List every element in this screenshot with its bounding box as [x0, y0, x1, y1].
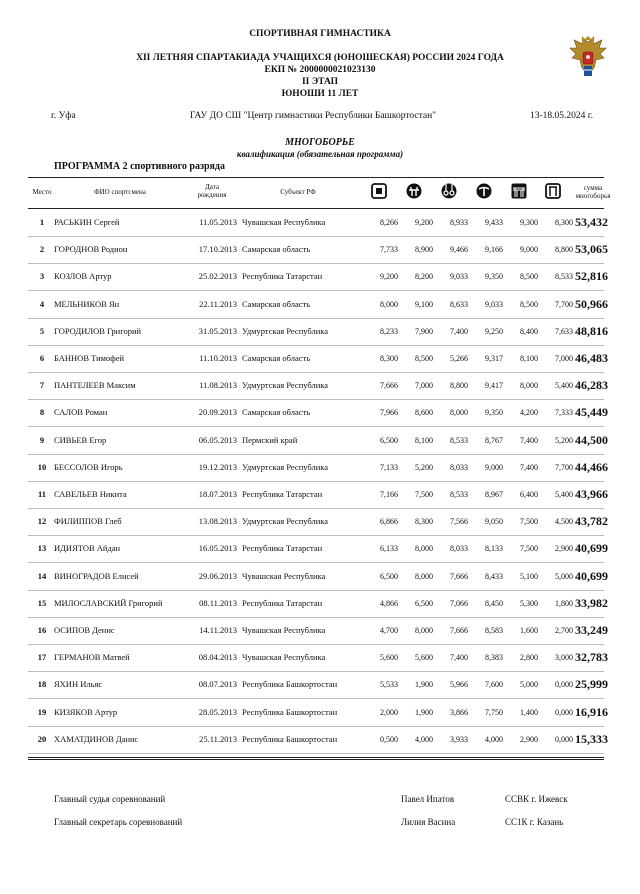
- place-cell: 18: [37, 679, 47, 690]
- apparatus-score-cell: 9,050: [485, 517, 503, 527]
- athlete-name-cell: ГОРОДНОВ Родион: [54, 244, 128, 255]
- apparatus-score-cell: 6,400: [520, 490, 538, 499]
- age-group: ЮНОШИ 11 ЛЕТ: [281, 89, 359, 99]
- apparatus-score-cell: 8,633: [450, 299, 468, 309]
- athlete-name-cell: СИВЬЕВ Егор: [54, 434, 107, 445]
- apparatus-score-cell: 2,700: [555, 626, 573, 635]
- event-subtitle: квалификация (обязательная программа): [236, 149, 404, 159]
- region-cell: Удмуртская Республика: [242, 380, 329, 391]
- all-around-total-cell: 40,699: [575, 541, 608, 556]
- table-bottom-border: [28, 757, 604, 758]
- birth-date-cell: 18.07.2013: [198, 489, 237, 499]
- apparatus-score-cell: 1,900: [415, 707, 433, 717]
- apparatus-score-cell: 9,000: [485, 462, 503, 472]
- apparatus-score-cell: 5,300: [520, 598, 538, 608]
- col-total-header: сумма многоборья: [575, 184, 611, 200]
- apparatus-score-cell: 1,600: [520, 626, 538, 635]
- birth-date-cell: 22.11.2013: [199, 298, 237, 309]
- apparatus-score-cell: 7,000: [555, 354, 573, 363]
- table-row: [28, 700, 608, 727]
- all-around-total-cell: 43,966: [575, 487, 608, 501]
- apparatus-score-cell: 2,900: [555, 544, 573, 554]
- birth-date-cell: 08.07.2013: [198, 679, 237, 690]
- apparatus-score-cell: 1,900: [415, 680, 433, 690]
- apparatus-score-cell: 3,866: [450, 707, 468, 717]
- apparatus-score-cell: 9,350: [485, 408, 503, 418]
- high-bar-icon: [545, 183, 561, 199]
- region-cell: Самарская область: [242, 298, 311, 309]
- chief-judge-label: Главный судья соревнований: [54, 794, 166, 804]
- apparatus-score-cell: 8,383: [485, 653, 503, 663]
- all-around-total-cell: 15,333: [575, 731, 608, 746]
- apparatus-score-cell: 8,433: [485, 571, 503, 581]
- athlete-name-cell: ГОРОДИЛОВ Григорий: [54, 325, 142, 336]
- apparatus-score-cell: 8,300: [380, 354, 398, 363]
- apparatus-score-cell: 8,800: [450, 381, 468, 391]
- apparatus-score-cell: 9,000: [520, 245, 538, 255]
- all-around-total-cell: 44,466: [575, 459, 608, 474]
- apparatus-score-cell: 6,866: [380, 517, 398, 527]
- athlete-name-cell: ВИНОГРАДОВ Елисей: [54, 570, 139, 581]
- apparatus-score-cell: 8,100: [415, 435, 433, 445]
- apparatus-score-cell: 8,100: [520, 354, 538, 363]
- apparatus-score-cell: 9,166: [485, 245, 503, 255]
- birth-date-cell: 20.09.2013: [198, 407, 237, 418]
- athlete-name-cell: ПАНТЕЛЕЕВ Максим: [54, 380, 136, 391]
- region-cell: Пермский край: [242, 434, 298, 445]
- row-divider: [28, 753, 604, 754]
- place-cell: 9: [39, 434, 45, 445]
- birth-date-cell: 11.08.2013: [199, 380, 237, 391]
- apparatus-score-cell: 5,266: [450, 354, 468, 363]
- apparatus-score-cell: 2,000: [380, 707, 398, 717]
- apparatus-score-cell: 8,583: [485, 626, 503, 635]
- apparatus-score-cell: 8,300: [415, 517, 433, 527]
- apparatus-score-cell: 5,400: [555, 381, 573, 391]
- birth-date-cell: 25.02.2013: [198, 271, 237, 282]
- apparatus-score-cell: 2,900: [520, 734, 538, 744]
- apparatus-score-cell: 9,433: [485, 218, 503, 227]
- region-cell: Самарская область: [242, 244, 311, 255]
- birth-date-cell: 25.11.2013: [199, 733, 237, 744]
- apparatus-score-cell: 7,900: [415, 326, 433, 336]
- parallel-bars-icon: [511, 183, 527, 199]
- birth-date-cell: 16.05.2013: [198, 543, 237, 554]
- all-around-total-cell: 46,283: [575, 378, 608, 393]
- athlete-name-cell: МЕЛЬНИКОВ Ян: [54, 298, 120, 309]
- all-around-total-cell: 46,483: [575, 351, 608, 365]
- table-row: [28, 618, 608, 645]
- place-cell: 7: [39, 380, 45, 391]
- table-row: [28, 482, 608, 509]
- table-row: [28, 672, 608, 699]
- apparatus-score-cell: 7,000: [415, 381, 433, 391]
- place-cell: 11: [37, 489, 47, 499]
- apparatus-score-cell: 8,500: [520, 299, 538, 309]
- apparatus-score-cell: 7,733: [380, 245, 398, 255]
- all-around-total-cell: 53,065: [575, 242, 608, 257]
- apparatus-score-cell: 4,500: [555, 517, 573, 527]
- birth-date-cell: 08.04.2013: [198, 652, 237, 663]
- apparatus-score-cell: 8,600: [415, 408, 433, 418]
- col-place-header: Место: [32, 188, 52, 196]
- table-row: [28, 292, 608, 319]
- apparatus-score-cell: 7,066: [450, 598, 468, 608]
- apparatus-score-cell: 7,666: [450, 571, 468, 581]
- table-row: [28, 319, 608, 346]
- all-around-total-cell: 52,816: [575, 269, 608, 284]
- apparatus-score-cell: 4,000: [415, 734, 433, 744]
- col-name-header: ФИО спортсмена: [94, 188, 146, 196]
- apparatus-score-cell: 7,400: [450, 653, 468, 663]
- apparatus-score-cell: 8,233: [380, 326, 398, 336]
- apparatus-score-cell: 9,100: [415, 299, 433, 309]
- chief-judge-category: ССВК г. Ижевск: [505, 794, 568, 804]
- apparatus-score-cell: 9,317: [485, 354, 503, 363]
- apparatus-score-cell: 6,500: [380, 571, 398, 581]
- table-row: [28, 210, 608, 237]
- apparatus-score-cell: 5,000: [555, 571, 573, 581]
- apparatus-score-cell: 8,266: [380, 218, 398, 227]
- venue: ГАУ ДО СШ "Центр гимнастики Республики Башкортостан": [190, 111, 437, 121]
- region-cell: Республика Татарстан: [242, 271, 323, 282]
- apparatus-score-cell: 7,600: [485, 680, 503, 690]
- athlete-name-cell: КОЗЛОВ Артур: [54, 271, 112, 282]
- apparatus-score-cell: 6,500: [380, 435, 398, 445]
- apparatus-score-cell: 7,333: [555, 408, 573, 418]
- athlete-name-cell: БЕССОЛОВ Игорь: [54, 461, 123, 472]
- apparatus-score-cell: 8,000: [380, 299, 398, 309]
- all-around-total-cell: 33,982: [575, 595, 608, 610]
- all-around-total-cell: 32,783: [575, 650, 608, 665]
- apparatus-score-cell: 4,700: [380, 626, 398, 635]
- apparatus-score-cell: 4,866: [380, 598, 398, 608]
- apparatus-score-cell: 8,933: [450, 218, 468, 227]
- ekp-number: ЕКП № 2000000021023130: [264, 65, 376, 75]
- table-row: [28, 346, 608, 373]
- event-title: МНОГОБОРЬЕ: [285, 137, 355, 148]
- athlete-name-cell: ИДИЯТОВ Айдан: [54, 543, 121, 554]
- apparatus-score-cell: 6,500: [415, 598, 433, 608]
- apparatus-score-cell: 7,750: [485, 707, 503, 717]
- region-cell: Самарская область: [242, 407, 311, 418]
- region-cell: Чувашская Республика: [242, 217, 326, 227]
- apparatus-score-cell: 8,000: [415, 544, 433, 554]
- all-around-total-cell: 25,999: [575, 677, 608, 692]
- birth-date-cell: 29.06.2013: [198, 570, 237, 581]
- apparatus-score-cell: 7,400: [450, 326, 468, 336]
- region-cell: Республика Татарстан: [242, 543, 323, 554]
- birth-date-cell: 19.12.2013: [198, 461, 237, 472]
- place-cell: 5: [39, 325, 45, 336]
- all-around-total-cell: 43,782: [575, 514, 608, 529]
- apparatus-score-cell: 8,533: [450, 435, 468, 445]
- region-cell: Удмуртская Республика: [242, 516, 329, 527]
- apparatus-score-cell: 5,400: [555, 490, 573, 499]
- apparatus-score-cell: 7,666: [380, 381, 398, 391]
- chief-secretary-label: Главный секретарь соревнований: [54, 817, 183, 827]
- apparatus-score-cell: 7,700: [555, 462, 573, 472]
- coat-of-arms-icon: [568, 36, 608, 80]
- apparatus-score-cell: 8,900: [415, 245, 433, 255]
- table-row: [28, 727, 608, 754]
- apparatus-score-cell: 8,967: [485, 490, 503, 499]
- apparatus-score-cell: 7,500: [520, 517, 538, 527]
- apparatus-score-cell: 7,966: [380, 408, 398, 418]
- apparatus-score-cell: 4,000: [485, 734, 503, 744]
- place-cell: 6: [39, 353, 45, 363]
- apparatus-score-cell: 7,400: [520, 462, 538, 472]
- place-cell: 3: [39, 271, 45, 282]
- apparatus-score-cell: 8,000: [520, 381, 538, 391]
- birth-date-cell: 08.11.2013: [199, 597, 237, 608]
- birth-date-cell: 06.05.2013: [198, 434, 237, 445]
- region-cell: Самарская область: [242, 353, 311, 363]
- place-cell: 8: [39, 407, 45, 418]
- chief-judge-name: Павел Ипатов: [401, 794, 455, 804]
- apparatus-score-cell: 7,666: [450, 626, 468, 635]
- place-cell: 2: [39, 244, 45, 255]
- apparatus-score-cell: 7,500: [415, 490, 433, 499]
- apparatus-score-cell: 0,000: [555, 680, 573, 690]
- apparatus-score-cell: 8,033: [450, 544, 468, 554]
- table-row: [28, 400, 608, 427]
- region-cell: Чувашская Республика: [242, 652, 326, 663]
- apparatus-score-cell: 8,533: [555, 272, 573, 282]
- birth-date-cell: 11.10.2013: [199, 353, 237, 363]
- apparatus-score-cell: 8,300: [555, 218, 573, 227]
- birth-date-cell: 13.08.2013: [198, 516, 237, 527]
- athlete-name-cell: ХАМАТДИНОВ Данис: [54, 733, 139, 744]
- apparatus-score-cell: 7,566: [450, 517, 468, 527]
- apparatus-score-cell: 8,500: [415, 354, 433, 363]
- apparatus-score-cell: 8,000: [415, 571, 433, 581]
- place-cell: 17: [37, 652, 47, 663]
- chief-secretary-category: СС1К г. Казань: [505, 817, 564, 827]
- place-cell: 15: [37, 597, 47, 608]
- apparatus-score-cell: 9,417: [485, 381, 503, 391]
- apparatus-score-cell: 5,200: [555, 435, 573, 445]
- apparatus-score-cell: 0,500: [380, 734, 398, 744]
- table-row: [28, 591, 608, 618]
- athlete-name-cell: САВЕЛЬЕВ Никита: [54, 489, 127, 499]
- table-row: [28, 428, 608, 455]
- apparatus-score-cell: 9,033: [450, 272, 468, 282]
- col-birth-header: Дата рождения: [197, 183, 227, 199]
- athlete-name-cell: ЯХИН Ильяс: [54, 679, 103, 690]
- all-around-total-cell: 33,249: [575, 623, 608, 637]
- competition-title: XII ЛЕТНЯЯ СПАРТАКИАДА УЧАЩИХСЯ (ЮНОШЕСКАЯ) РОССИИ 2024 ГОДА: [136, 53, 504, 63]
- region-cell: Республика Башкортостан: [242, 733, 338, 744]
- apparatus-score-cell: 0,000: [555, 707, 573, 717]
- place-cell: 14: [37, 570, 47, 581]
- apparatus-score-cell: 9,350: [485, 272, 503, 282]
- apparatus-score-cell: 8,400: [520, 326, 538, 336]
- athlete-name-cell: КИЗЯКОВ Артур: [54, 706, 118, 717]
- apparatus-score-cell: 1,800: [555, 598, 573, 608]
- region-cell: Удмуртская Республика: [242, 461, 329, 472]
- apparatus-score-cell: 8,767: [485, 435, 503, 445]
- apparatus-score-cell: 0,000: [555, 734, 573, 744]
- region-cell: Республика Татарстан: [242, 489, 323, 499]
- apparatus-score-cell: 9,300: [520, 218, 538, 227]
- place-cell: 1: [39, 217, 45, 227]
- apparatus-score-cell: 7,166: [380, 490, 398, 499]
- all-around-total-cell: 44,500: [575, 432, 608, 447]
- apparatus-score-cell: 5,100: [520, 571, 538, 581]
- place-cell: 20: [37, 733, 47, 744]
- apparatus-score-cell: 6,133: [380, 544, 398, 554]
- apparatus-score-cell: 8,000: [450, 408, 468, 418]
- table-row: [28, 536, 608, 563]
- apparatus-score-cell: 7,633: [555, 326, 573, 336]
- apparatus-score-cell: 5,200: [415, 462, 433, 472]
- region-cell: Удмуртская Республика: [242, 325, 329, 336]
- table-top-border: [28, 177, 604, 178]
- apparatus-score-cell: 9,033: [485, 299, 503, 309]
- rings-icon: [441, 183, 457, 199]
- sport-title: СПОРТИВНАЯ ГИМНАСТИКА: [249, 29, 391, 39]
- table-row: [28, 509, 608, 536]
- all-around-total-cell: 45,449: [575, 405, 608, 420]
- apparatus-score-cell: 5,600: [415, 653, 433, 663]
- athlete-name-cell: ФИЛИППОВ Глеб: [54, 516, 122, 527]
- apparatus-score-cell: 9,466: [450, 245, 468, 255]
- apparatus-score-cell: 7,400: [520, 435, 538, 445]
- apparatus-score-cell: 8,450: [485, 598, 503, 608]
- place-cell: 4: [39, 298, 45, 309]
- vault-icon: [476, 183, 492, 199]
- apparatus-score-cell: 7,133: [380, 462, 398, 472]
- region-cell: Республика Башкортостан: [242, 706, 338, 717]
- apparatus-score-cell: 8,133: [485, 544, 503, 554]
- athlete-name-cell: МИЛОСЛАВСКИЙ Григорий: [54, 597, 163, 608]
- apparatus-score-cell: 2,800: [520, 653, 538, 663]
- athlete-name-cell: РАСЬКИН Сергей: [54, 217, 120, 227]
- place-cell: 10: [37, 461, 47, 472]
- pommel-horse-icon: [406, 183, 422, 199]
- apparatus-score-cell: 4,200: [520, 408, 538, 418]
- apparatus-score-cell: 3,000: [555, 653, 573, 663]
- table-row: [28, 564, 608, 591]
- birth-date-cell: 31.05.2013: [198, 325, 237, 336]
- table-header-border: [28, 208, 604, 209]
- table-row: [28, 264, 608, 291]
- apparatus-score-cell: 8,800: [555, 245, 573, 255]
- floor-icon: [371, 183, 387, 199]
- all-around-total-cell: 53,432: [575, 215, 608, 229]
- city: г. Уфа: [51, 111, 76, 121]
- region-cell: Республика Татарстан: [242, 597, 323, 608]
- dates: 13-18.05.2024 г.: [530, 111, 593, 121]
- birth-date-cell: 11.05.2013: [199, 217, 237, 227]
- apparatus-score-cell: 8,000: [415, 626, 433, 635]
- apparatus-score-cell: 5,533: [380, 680, 398, 690]
- athlete-name-cell: БАННОВ Тимофей: [54, 353, 125, 363]
- apparatus-score-cell: 1,400: [520, 707, 538, 717]
- birth-date-cell: 28.05.2013: [198, 706, 237, 717]
- region-cell: Чувашская Республика: [242, 570, 326, 581]
- place-cell: 13: [37, 543, 47, 554]
- athlete-name-cell: САЛОВ Роман: [54, 407, 108, 418]
- apparatus-score-cell: 5,600: [380, 653, 398, 663]
- region-cell: Чувашская Республика: [242, 625, 326, 635]
- apparatus-score-cell: 5,000: [520, 680, 538, 690]
- all-around-total-cell: 40,699: [575, 568, 608, 583]
- athlete-name-cell: ОСИПОВ Денис: [54, 625, 115, 635]
- apparatus-score-cell: 9,250: [485, 326, 503, 336]
- all-around-total-cell: 16,916: [575, 704, 608, 719]
- place-cell: 19: [37, 706, 47, 717]
- table-row: [28, 645, 608, 672]
- apparatus-score-cell: 5,966: [450, 680, 468, 690]
- apparatus-score-cell: 9,200: [380, 272, 398, 282]
- table-row: [28, 373, 608, 400]
- apparatus-score-cell: 7,700: [555, 299, 573, 309]
- col-region-header: Субъект РФ: [280, 188, 316, 196]
- table-row: [28, 455, 608, 482]
- apparatus-score-cell: 7,500: [520, 544, 538, 554]
- apparatus-score-cell: 3,933: [450, 734, 468, 744]
- stage: II ЭТАП: [301, 77, 339, 87]
- birth-date-cell: 17.10.2013: [198, 244, 237, 255]
- table-bottom-border-double: [28, 759, 604, 760]
- table-row: [28, 237, 608, 264]
- place-cell: 16: [37, 625, 47, 635]
- birth-date-cell: 14.11.2013: [199, 625, 237, 635]
- apparatus-score-cell: 8,500: [520, 272, 538, 282]
- all-around-total-cell: 50,966: [575, 296, 608, 311]
- athlete-name-cell: ГЕРМАНОВ Матвей: [54, 652, 130, 663]
- region-cell: Республика Башкортостан: [242, 679, 338, 690]
- apparatus-score-cell: 8,033: [450, 462, 468, 472]
- chief-secretary-name: Лилия Васина: [401, 817, 456, 827]
- program-title: ПРОГРАММА 2 спортивного разряда: [54, 161, 225, 172]
- apparatus-score-cell: 8,533: [450, 490, 468, 499]
- all-around-total-cell: 48,816: [575, 323, 608, 338]
- apparatus-score-cell: 8,200: [415, 272, 433, 282]
- apparatus-score-cell: 9,200: [415, 218, 433, 227]
- place-cell: 12: [37, 516, 47, 527]
